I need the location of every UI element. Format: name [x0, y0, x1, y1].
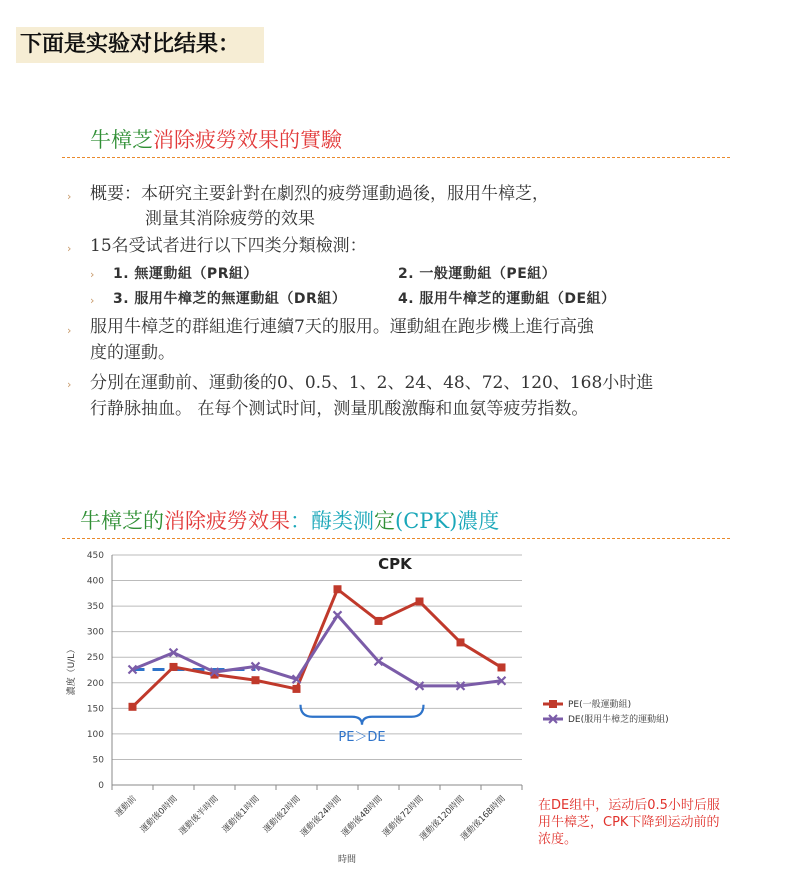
y-axis-label: 濃度（U/L）: [67, 644, 77, 696]
section1-title-green: 牛樟芝: [90, 128, 153, 152]
y-tick-label: 250: [86, 653, 104, 664]
data-point: [334, 611, 342, 619]
x-axis-label: 時間: [337, 855, 357, 865]
note-line3: 浓度。: [538, 832, 578, 847]
section2-title-part2: 消除疲勞效果: [164, 509, 290, 533]
subjects-text: 15名受试者进行以下四类分類檢測：: [90, 236, 367, 256]
page-heading: 下面是实验对比结果：: [16, 27, 264, 63]
section2-title-part6: 濃度: [457, 509, 500, 533]
y-tick-label: 0: [98, 781, 104, 791]
section2-title: [80, 505, 499, 535]
x-tick-label: 運動後168時間: [459, 794, 508, 843]
data-point: [252, 676, 260, 684]
x-tick-label: 運動前: [113, 794, 139, 820]
chart-title: CPK: [378, 555, 412, 573]
note-line1: 在DE组中，运动后0.5小时后服: [538, 798, 720, 813]
bullet-marker: ›: [67, 242, 72, 255]
group-item: 1. 無運動組（PR組）: [113, 266, 258, 282]
data-point: [334, 585, 342, 593]
legend-label: PE(一般運動組): [568, 700, 632, 710]
x-tick-label: 運動後半時間: [177, 794, 221, 838]
group-item: 4. 服用牛樟芝的運動組（DE組）: [398, 291, 616, 307]
x-tick-label: 運動後0時間: [138, 794, 180, 836]
x-tick-label: 運動後48時間: [339, 794, 385, 839]
series-line: [133, 615, 502, 686]
section2-title-part3: ：酶类测: [290, 509, 374, 533]
data-point: [457, 638, 465, 646]
data-point: [375, 617, 383, 625]
y-tick-label: 50: [92, 755, 104, 766]
overview-line2: 測量其消除疲勞的效果: [145, 209, 315, 229]
x-tick-label: 運動後120時間: [418, 794, 467, 843]
section2-title-part4: 定: [374, 509, 395, 533]
bullet-marker: ›: [67, 190, 72, 203]
para3-line1: 服用牛樟芝的群組進行連續7天的服用。運動組在跑步機上進行高強: [90, 317, 594, 337]
y-tick-label: 300: [86, 627, 104, 638]
para4-line1: 分別在運動前、運動後的0、0.5、1、2、24、48、72、120、168小时進: [90, 373, 654, 393]
data-point: [170, 663, 178, 671]
annotation-brace: [301, 705, 424, 725]
legend-marker: [549, 700, 557, 708]
annotation-label: PE＞DE: [338, 729, 386, 745]
section1-divider: [62, 157, 730, 158]
bullet-marker: ›: [67, 378, 72, 391]
section1-title: [90, 124, 342, 154]
bullet-marker: ›: [90, 294, 95, 307]
data-point: [416, 598, 424, 606]
group-item: 3. 服用牛樟芝的無運動組（DR組）: [113, 291, 347, 307]
note-text: [538, 797, 720, 848]
group-item: 2. 一般運動組（PE組）: [398, 266, 557, 282]
y-tick-label: 400: [86, 576, 104, 587]
y-tick-label: 200: [86, 678, 104, 689]
x-tick-label: 運動後1時間: [220, 794, 262, 836]
overview-line1: 概要：本研究主要針對在劇烈的疲勞運動過後，服用牛樟芝，: [90, 184, 549, 204]
para4-line2: 行静脉抽血。 在每个测试时间，测量肌酸激酶和血氨等疲劳指数。: [90, 399, 589, 419]
legend-label: DE(服用牛樟芝的運動組): [568, 715, 669, 725]
y-tick-label: 150: [86, 704, 104, 715]
para3-line2: 度的運動。: [90, 343, 175, 363]
section2-title-part1: 牛樟芝的: [80, 509, 164, 533]
section2-title-part5: (CPK): [395, 509, 458, 533]
data-point: [498, 663, 506, 671]
bullet-marker: ›: [67, 324, 72, 337]
bullet-marker: ›: [90, 268, 95, 281]
x-tick-label: 運動後2時間: [261, 794, 303, 836]
y-tick-label: 450: [86, 551, 104, 561]
y-tick-label: 100: [86, 729, 104, 740]
note-line2: 用牛樟芝，CPK下降到运动前的: [538, 815, 720, 830]
x-tick-label: 運動後72時間: [380, 794, 426, 839]
data-point: [293, 685, 301, 693]
section1-title-red: 消除疲勞效果的實驗: [153, 128, 342, 152]
data-point: [129, 703, 137, 711]
x-tick-label: 運動後24時間: [298, 794, 344, 839]
section2-divider: [62, 538, 730, 539]
y-tick-label: 350: [86, 602, 104, 613]
